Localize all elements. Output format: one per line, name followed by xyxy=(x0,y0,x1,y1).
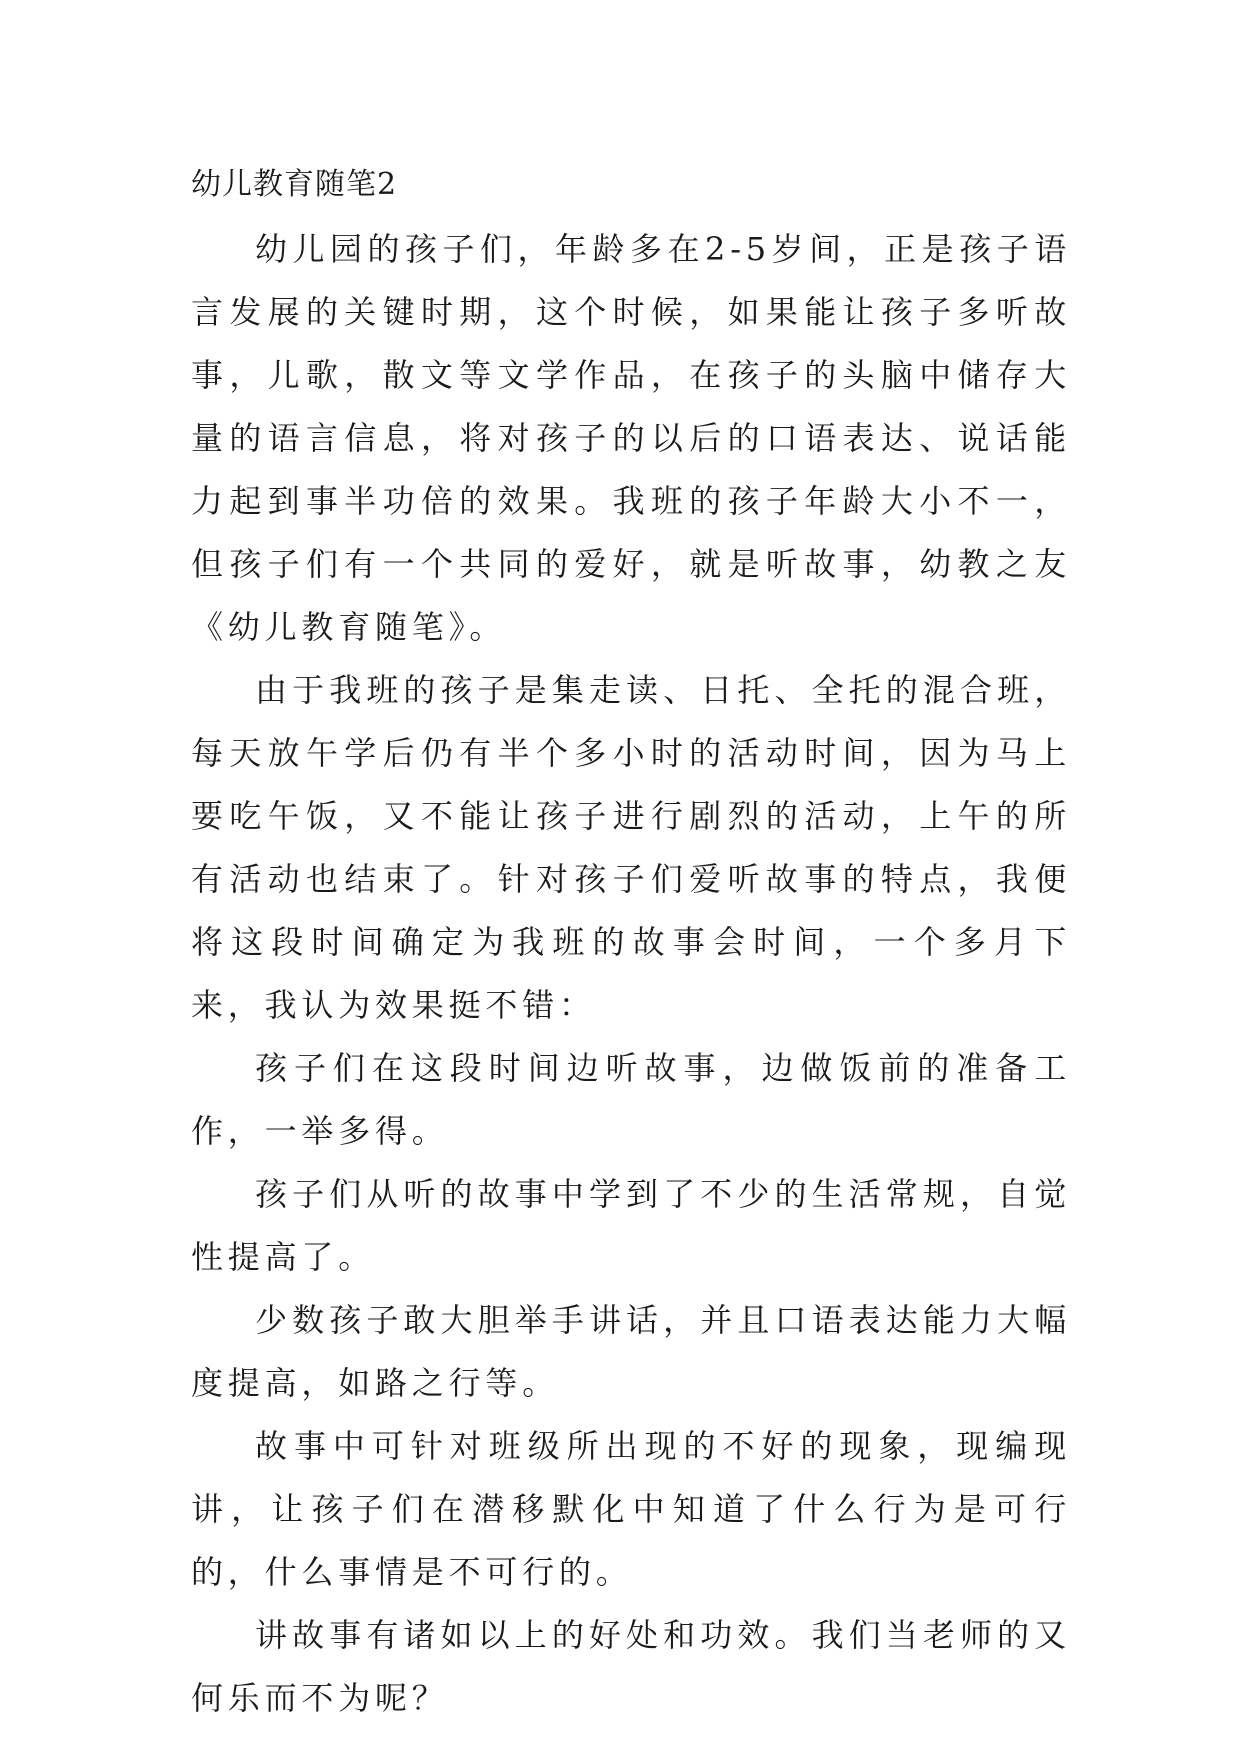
document-body xyxy=(191,160,1071,1730)
paragraph-2: 由于我班的孩子是集走读、日托、全托的混合班，每天放午学后仍有半个多小时的活动时间，因为马上要吃午饭，又不能让孩子进行剧烈的活动，上午的所有活动也结束了。针对孩子们爱听故事的特点，我便将这段时间确定为我班的故事会时间，一个多月下来，我认为效果挺不错： xyxy=(191,671,1071,1024)
document-title: 幼儿教育随笔2 xyxy=(191,167,398,202)
paragraph-3: 孩子们在这段时间边听故事，边做饭前的准备工作，一举多得。 xyxy=(191,1049,1071,1150)
paragraph-1: 幼儿园的孩子们，年龄多在2-5岁间，正是孩子语言发展的关键时期，这个时候，如果能让孩子多听故事，儿歌，散文等文学作品，在孩子的头脑中储存大量的语言信息，将对孩子的以后的口语表达、说话能力起到事半功倍的效果。我班的孩子年龄大小不一，但孩子们有一个共同的爱好，就是听故事，幼教之友《幼儿教育随笔》。 xyxy=(191,230,1071,646)
paragraph-4: 孩子们从听的故事中学到了不少的生活常规，自觉性提高了。 xyxy=(191,1175,1071,1276)
paragraph-6: 故事中可针对班级所出现的不好的现象，现编现讲，让孩子们在潜移默化中知道了什么行为是可行的，什么事情是不可行的。 xyxy=(191,1427,1071,1591)
paragraph-5: 少数孩子敢大胆举手讲话，并且口语表达能力大幅度提高，如路之行等。 xyxy=(191,1301,1071,1402)
paragraph-7: 讲故事有诸如以上的好处和功效。我们当老师的又何乐而不为呢？ xyxy=(191,1616,1071,1717)
